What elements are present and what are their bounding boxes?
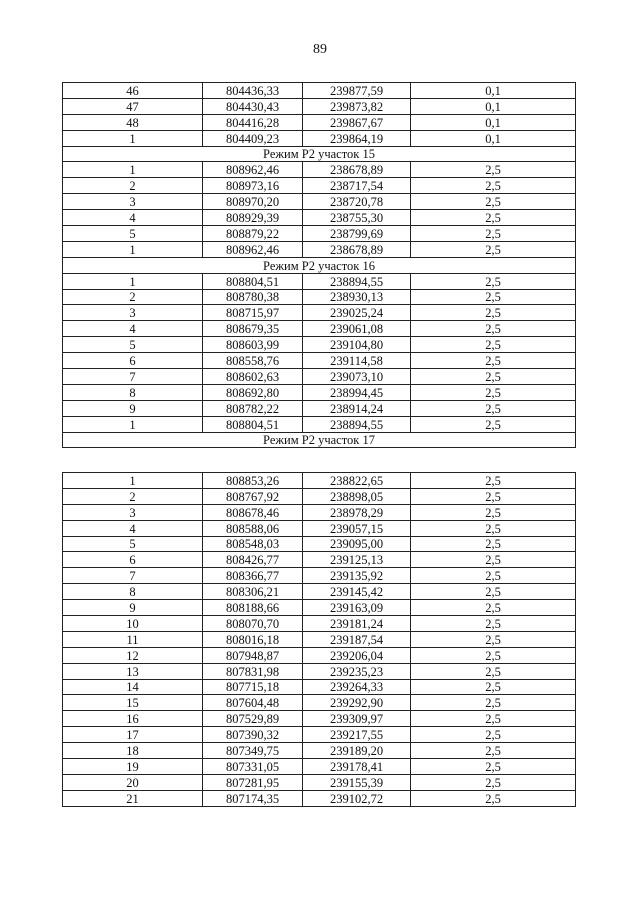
table-row [63, 162, 576, 178]
point-number-cell: 2 [63, 178, 203, 194]
table-row [63, 520, 576, 536]
y-coordinate-cell: 239135,92 [303, 568, 411, 584]
table-row [63, 321, 576, 337]
y-coordinate-cell: 238755,30 [303, 210, 411, 226]
point-number-cell: 16 [63, 711, 203, 727]
x-coordinate-cell: 807604,48 [203, 695, 303, 711]
accuracy-cell: 2,5 [411, 504, 576, 520]
accuracy-cell: 2,5 [411, 353, 576, 369]
table-row [63, 759, 576, 775]
accuracy-cell: 0,1 [411, 83, 576, 99]
y-coordinate-cell: 238994,45 [303, 384, 411, 400]
point-number-cell: 9 [63, 600, 203, 616]
accuracy-cell: 2,5 [411, 552, 576, 568]
x-coordinate-cell: 808588,06 [203, 520, 303, 536]
table-row [63, 552, 576, 568]
accuracy-cell: 2,5 [411, 210, 576, 226]
x-coordinate-cell: 807174,35 [203, 790, 303, 806]
point-number-cell: 3 [63, 504, 203, 520]
x-coordinate-cell: 808715,97 [203, 305, 303, 321]
y-coordinate-cell: 238930,13 [303, 289, 411, 305]
point-number-cell: 46 [63, 83, 203, 99]
point-number-cell: 15 [63, 695, 203, 711]
x-coordinate-cell: 807831,98 [203, 663, 303, 679]
y-coordinate-cell: 238978,29 [303, 504, 411, 520]
y-coordinate-cell: 239264,33 [303, 679, 411, 695]
point-number-cell: 4 [63, 520, 203, 536]
x-coordinate-cell: 808016,18 [203, 631, 303, 647]
table-row [63, 416, 576, 432]
y-coordinate-cell: 239309,97 [303, 711, 411, 727]
point-number-cell: 1 [63, 162, 203, 178]
point-number-cell: 48 [63, 114, 203, 130]
x-coordinate-cell: 807349,75 [203, 743, 303, 759]
x-coordinate-cell: 808558,76 [203, 353, 303, 369]
point-number-cell: 20 [63, 774, 203, 790]
point-number-cell: 1 [63, 130, 203, 146]
y-coordinate-cell: 238822,65 [303, 473, 411, 489]
y-coordinate-cell: 239178,41 [303, 759, 411, 775]
table-row [63, 711, 576, 727]
table-row [63, 98, 576, 114]
accuracy-cell: 0,1 [411, 98, 576, 114]
point-number-cell: 4 [63, 210, 203, 226]
table-row [63, 178, 576, 194]
x-coordinate-cell: 808692,80 [203, 384, 303, 400]
y-coordinate-cell: 238717,54 [303, 178, 411, 194]
point-number-cell: 1 [63, 241, 203, 257]
point-number-cell: 8 [63, 584, 203, 600]
y-coordinate-cell: 239189,20 [303, 743, 411, 759]
x-coordinate-cell: 808603,99 [203, 337, 303, 353]
x-coordinate-cell: 808679,35 [203, 321, 303, 337]
y-coordinate-cell: 239217,55 [303, 727, 411, 743]
x-coordinate-cell: 808962,46 [203, 241, 303, 257]
x-coordinate-cell: 804409,23 [203, 130, 303, 146]
x-coordinate-cell: 808678,46 [203, 504, 303, 520]
table-row [63, 83, 576, 99]
accuracy-cell: 2,5 [411, 695, 576, 711]
table-row [63, 194, 576, 210]
table-row [63, 353, 576, 369]
x-coordinate-cell: 808804,51 [203, 416, 303, 432]
accuracy-cell: 2,5 [411, 273, 576, 289]
y-coordinate-cell: 239864,19 [303, 130, 411, 146]
coordinates-table-continued [62, 472, 576, 807]
x-coordinate-cell: 807529,89 [203, 711, 303, 727]
x-coordinate-cell: 808804,51 [203, 273, 303, 289]
section-header-row [63, 257, 576, 273]
y-coordinate-cell: 238678,89 [303, 241, 411, 257]
x-coordinate-cell: 804436,33 [203, 83, 303, 99]
point-number-cell: 10 [63, 616, 203, 632]
y-coordinate-cell: 239187,54 [303, 631, 411, 647]
x-coordinate-cell: 808602,63 [203, 369, 303, 385]
x-coordinate-cell: 807948,87 [203, 647, 303, 663]
x-coordinate-cell: 804430,43 [203, 98, 303, 114]
x-coordinate-cell: 807281,95 [203, 774, 303, 790]
accuracy-cell: 2,5 [411, 241, 576, 257]
x-coordinate-cell: 808962,46 [203, 162, 303, 178]
y-coordinate-cell: 239057,15 [303, 520, 411, 536]
y-coordinate-cell: 239095,00 [303, 536, 411, 552]
section-header-row [63, 146, 576, 162]
x-coordinate-cell: 804416,28 [203, 114, 303, 130]
x-coordinate-cell: 808782,22 [203, 400, 303, 416]
y-coordinate-cell: 239061,08 [303, 321, 411, 337]
y-coordinate-cell: 238914,24 [303, 400, 411, 416]
accuracy-cell: 2,5 [411, 647, 576, 663]
table-row [63, 488, 576, 504]
x-coordinate-cell: 808853,26 [203, 473, 303, 489]
y-coordinate-cell: 239125,13 [303, 552, 411, 568]
table-row [63, 504, 576, 520]
x-coordinate-cell: 807715,18 [203, 679, 303, 695]
y-coordinate-cell: 239867,67 [303, 114, 411, 130]
table-row [63, 289, 576, 305]
accuracy-cell: 2,5 [411, 600, 576, 616]
table-row [63, 210, 576, 226]
accuracy-cell: 2,5 [411, 162, 576, 178]
table-row [63, 584, 576, 600]
point-number-cell: 3 [63, 305, 203, 321]
y-coordinate-cell: 239073,10 [303, 369, 411, 385]
table-row [63, 305, 576, 321]
accuracy-cell: 2,5 [411, 727, 576, 743]
section-title: Режим Р2 участок 15 [63, 146, 576, 162]
y-coordinate-cell: 239102,72 [303, 790, 411, 806]
y-coordinate-cell: 239104,80 [303, 337, 411, 353]
accuracy-cell: 2,5 [411, 384, 576, 400]
accuracy-cell: 2,5 [411, 400, 576, 416]
table-row [63, 241, 576, 257]
point-number-cell: 1 [63, 273, 203, 289]
x-coordinate-cell: 808929,39 [203, 210, 303, 226]
accuracy-cell: 2,5 [411, 178, 576, 194]
table-row [63, 473, 576, 489]
y-coordinate-cell: 239155,39 [303, 774, 411, 790]
y-coordinate-cell: 238894,55 [303, 273, 411, 289]
accuracy-cell: 0,1 [411, 114, 576, 130]
y-coordinate-cell: 238678,89 [303, 162, 411, 178]
point-number-cell: 17 [63, 727, 203, 743]
page-number: 89 [313, 42, 327, 57]
point-number-cell: 5 [63, 337, 203, 353]
accuracy-cell: 2,5 [411, 289, 576, 305]
accuracy-cell: 2,5 [411, 774, 576, 790]
x-coordinate-cell: 808780,38 [203, 289, 303, 305]
accuracy-cell: 2,5 [411, 337, 576, 353]
point-number-cell: 12 [63, 647, 203, 663]
x-coordinate-cell: 808973,16 [203, 178, 303, 194]
section-title: Режим Р2 участок 17 [63, 432, 576, 448]
table-row [63, 774, 576, 790]
table-row [63, 384, 576, 400]
point-number-cell: 2 [63, 488, 203, 504]
x-coordinate-cell: 808879,22 [203, 226, 303, 242]
y-coordinate-cell: 239114,58 [303, 353, 411, 369]
accuracy-cell: 2,5 [411, 321, 576, 337]
point-number-cell: 8 [63, 384, 203, 400]
y-coordinate-cell: 239145,42 [303, 584, 411, 600]
y-coordinate-cell: 239206,04 [303, 647, 411, 663]
y-coordinate-cell: 239235,23 [303, 663, 411, 679]
y-coordinate-cell: 239877,59 [303, 83, 411, 99]
table-row [63, 114, 576, 130]
table-row [63, 130, 576, 146]
x-coordinate-cell: 807331,05 [203, 759, 303, 775]
x-coordinate-cell: 808188,66 [203, 600, 303, 616]
accuracy-cell: 2,5 [411, 759, 576, 775]
point-number-cell: 5 [63, 536, 203, 552]
accuracy-cell: 2,5 [411, 584, 576, 600]
x-coordinate-cell: 808548,03 [203, 536, 303, 552]
y-coordinate-cell: 239163,09 [303, 600, 411, 616]
point-number-cell: 5 [63, 226, 203, 242]
y-coordinate-cell: 239181,24 [303, 616, 411, 632]
accuracy-cell: 2,5 [411, 194, 576, 210]
point-number-cell: 18 [63, 743, 203, 759]
point-number-cell: 11 [63, 631, 203, 647]
point-number-cell: 7 [63, 568, 203, 584]
accuracy-cell: 2,5 [411, 488, 576, 504]
table-row [63, 568, 576, 584]
point-number-cell: 6 [63, 353, 203, 369]
table-row [63, 616, 576, 632]
y-coordinate-cell: 238898,05 [303, 488, 411, 504]
accuracy-cell: 2,5 [411, 305, 576, 321]
point-number-cell: 21 [63, 790, 203, 806]
y-coordinate-cell: 239873,82 [303, 98, 411, 114]
point-number-cell: 19 [63, 759, 203, 775]
x-coordinate-cell: 808306,21 [203, 584, 303, 600]
table-body [63, 83, 576, 448]
point-number-cell: 13 [63, 663, 203, 679]
x-coordinate-cell: 808767,92 [203, 488, 303, 504]
accuracy-cell: 2,5 [411, 790, 576, 806]
y-coordinate-cell: 238894,55 [303, 416, 411, 432]
accuracy-cell: 2,5 [411, 631, 576, 647]
accuracy-cell: 2,5 [411, 711, 576, 727]
accuracy-cell: 2,5 [411, 520, 576, 536]
x-coordinate-cell: 808366,77 [203, 568, 303, 584]
point-number-cell: 2 [63, 289, 203, 305]
table-row [63, 790, 576, 806]
accuracy-cell: 2,5 [411, 226, 576, 242]
table-row [63, 679, 576, 695]
accuracy-cell: 2,5 [411, 679, 576, 695]
accuracy-cell: 0,1 [411, 130, 576, 146]
table-row [63, 663, 576, 679]
x-coordinate-cell: 808970,20 [203, 194, 303, 210]
point-number-cell: 7 [63, 369, 203, 385]
table-row [63, 337, 576, 353]
x-coordinate-cell: 808426,77 [203, 552, 303, 568]
table-row [63, 600, 576, 616]
accuracy-cell: 2,5 [411, 743, 576, 759]
accuracy-cell: 2,5 [411, 369, 576, 385]
table-row [63, 369, 576, 385]
table-row [63, 727, 576, 743]
table-row [63, 226, 576, 242]
table-row [63, 647, 576, 663]
section-header-row [63, 432, 576, 448]
coordinates-table [62, 82, 576, 448]
point-number-cell: 4 [63, 321, 203, 337]
table-body [63, 473, 576, 807]
point-number-cell: 3 [63, 194, 203, 210]
accuracy-cell: 2,5 [411, 616, 576, 632]
accuracy-cell: 2,5 [411, 416, 576, 432]
y-coordinate-cell: 238720,78 [303, 194, 411, 210]
accuracy-cell: 2,5 [411, 473, 576, 489]
table-row [63, 536, 576, 552]
section-title: Режим Р2 участок 16 [63, 257, 576, 273]
table-row [63, 273, 576, 289]
accuracy-cell: 2,5 [411, 536, 576, 552]
point-number-cell: 47 [63, 98, 203, 114]
point-number-cell: 14 [63, 679, 203, 695]
x-coordinate-cell: 808070,70 [203, 616, 303, 632]
table-row [63, 400, 576, 416]
table-row [63, 631, 576, 647]
x-coordinate-cell: 807390,32 [203, 727, 303, 743]
y-coordinate-cell: 239292,90 [303, 695, 411, 711]
point-number-cell: 6 [63, 552, 203, 568]
point-number-cell: 1 [63, 416, 203, 432]
point-number-cell: 1 [63, 473, 203, 489]
table-row [63, 743, 576, 759]
table-row [63, 695, 576, 711]
point-number-cell: 9 [63, 400, 203, 416]
accuracy-cell: 2,5 [411, 568, 576, 584]
y-coordinate-cell: 238799,69 [303, 226, 411, 242]
accuracy-cell: 2,5 [411, 663, 576, 679]
y-coordinate-cell: 239025,24 [303, 305, 411, 321]
